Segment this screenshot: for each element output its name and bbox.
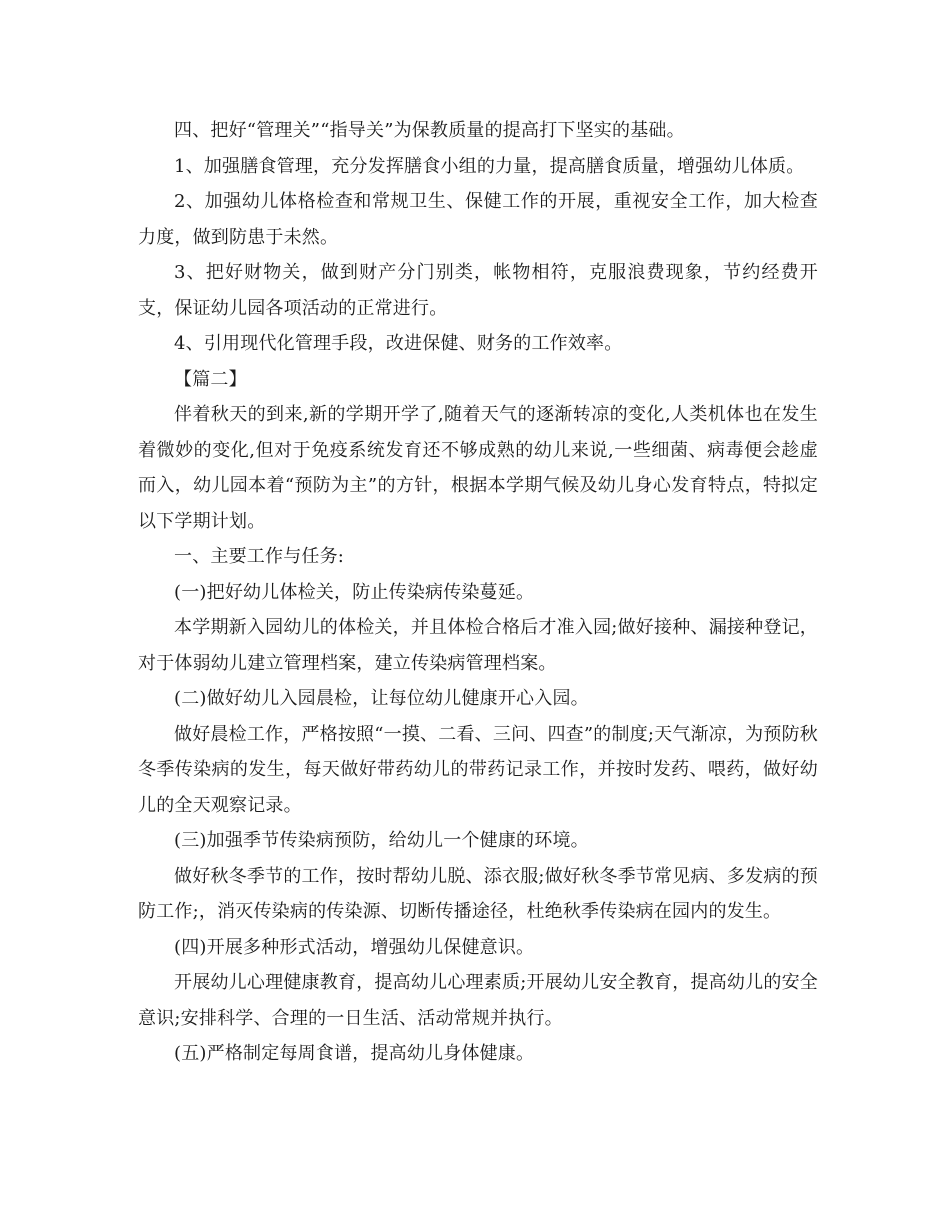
paragraph: 本学期新入园幼儿的体检关，并且体检合格后才准入园;做好接种、漏接种登记，对于体弱幼儿建立管理档案，建立传染病管理档案。 <box>138 617 818 674</box>
paragraph: (三)加强季节传染病预防，给幼儿一个健康的环境。 <box>174 830 589 851</box>
paragraph: 一、主要工作与任务: <box>174 546 345 567</box>
paragraph: 4、引用现代化管理手段，改进保健、财务的工作效率。 <box>174 333 623 354</box>
paragraph: (一)把好幼儿体检关，防止传染病传染蔓延。 <box>174 581 535 603</box>
section-heading: 【篇二】 <box>174 368 247 390</box>
paragraph: 四、把好“管理关”“指导关”为保教质量的提高打下坚实的基础。 <box>174 120 685 141</box>
paragraph: 1、加强膳食管理，充分发挥膳食小组的力量，提高膳食质量，增强幼儿体质。 <box>174 155 805 177</box>
paragraph: 做好秋冬季节的工作，按时帮幼儿脱、添衣服;做好秋冬季节常见病、多发病的预防工作;，消灭传染病的传染源、切断传播途径，杜绝秋季传染病在园内的发生。 <box>138 865 818 922</box>
document-body <box>138 113 818 1072</box>
paragraph: (二)做好幼儿入园晨检，让每位幼儿健康开心入园。 <box>174 688 589 709</box>
paragraph: 开展幼儿心理健康教育，提高幼儿心理素质;开展幼儿安全教育，提高幼儿的安全意识;安排科学、合理的一日生活、活动常规并执行。 <box>138 972 818 1029</box>
paragraph: (五)严格制定每周食谱，提高幼儿身体健康。 <box>174 1043 535 1064</box>
paragraph: 做好晨检工作，严格按照“一摸、二看、三问、四查”的制度;天气渐凉，为预防秋冬季传染病的发生，每天做好带药幼儿的带药记录工作，并按时发药、喂药，做好幼儿的全天观察记录。 <box>138 723 818 816</box>
paragraph: 伴着秋天的到来,新的学期开学了,随着天气的逐渐转凉的变化,人类机体也在发生着微妙的变化,但对于免疫系统发育还不够成熟的幼儿来说,一些细菌、病毒便会趁虚而入，幼儿园本着“预防为主”的方针，根据本学期气候及幼儿身心发育特点，特拟定以下学期计划。 <box>138 404 818 532</box>
paragraph: (四)开展多种形式活动，增强幼儿保健意识。 <box>174 936 535 958</box>
paragraph: 3、把好财物关，做到财产分门别类，帐物相符，克服浪费现象，节约经费开支，保证幼儿园各项活动的正常进行。 <box>138 262 818 319</box>
paragraph: 2、加强幼儿体格检查和常规卫生、保健工作的开展，重视安全工作，加大检查力度，做到防患于未然。 <box>138 191 818 248</box>
